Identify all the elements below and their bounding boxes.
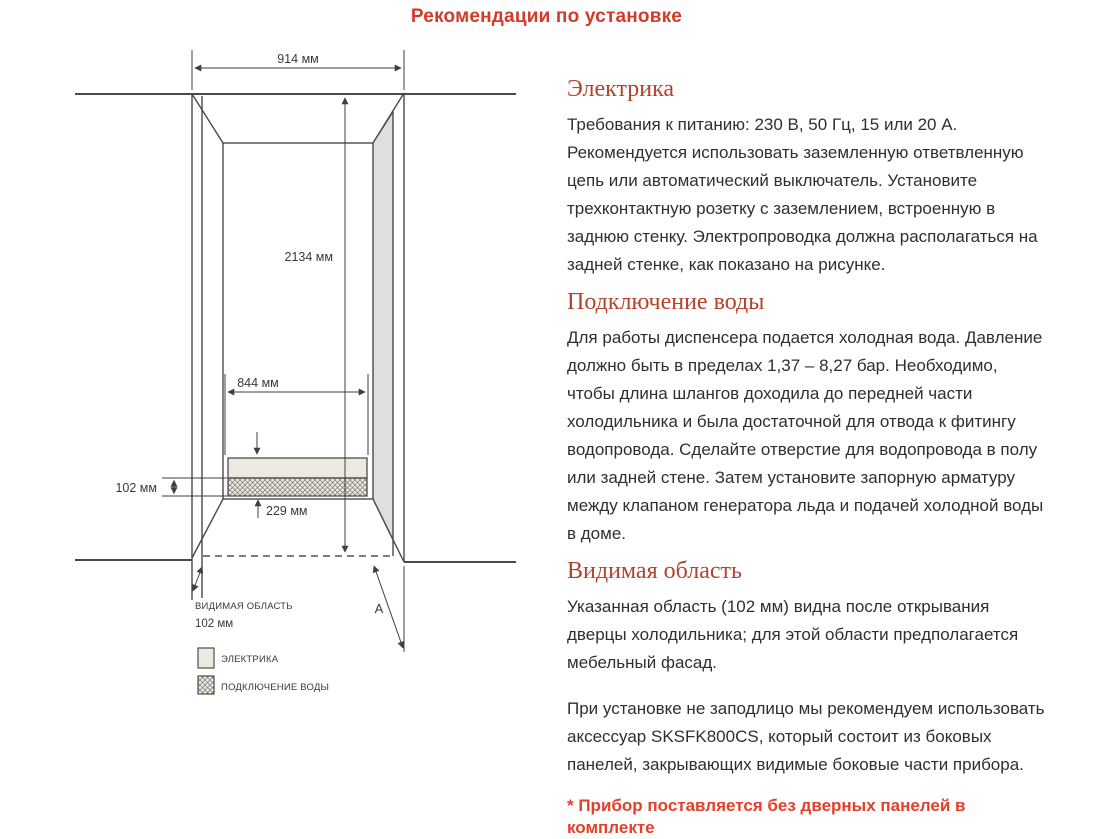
electrical-zone — [228, 458, 367, 478]
section-visible-area-body: Указанная область (102 мм) видна после открывания дверцы холодильника; для этой области предполагается мебельный фасад. — [567, 597, 1019, 672]
dim-height-label: 2134 мм — [284, 250, 333, 264]
section-water-heading: Подключение воды — [567, 289, 765, 315]
dim-bottom-offset-label: 229 мм — [266, 504, 308, 518]
section-water-body: Для работы диспенсера подается холодная вода. Давление должно быть в пределах 1,37 – 8,27 бар. Необходимо, чтобы длина шлангов доходила до передней части холодильника и была достаточной для отвода к фитингу водопровода. Сделайте отверстие для водопровода в полу или задней стене. Затем установите запорную арматуру между клапаном генератора льда и подачей холодной воды в доме. — [567, 328, 1044, 543]
section-water — [567, 287, 1049, 548]
legend-water-label: ПОДКЛЮЧЕНИЕ ВОДЫ — [221, 682, 330, 693]
niche-drawing — [0, 0, 545, 788]
legend-electrical-label: ЭЛЕКТРИКА — [221, 654, 279, 665]
installation-diagram — [0, 0, 545, 788]
legend-water-swatch — [198, 676, 214, 694]
dim-visible-depth-label: 102 мм — [115, 481, 157, 495]
water-connection-zone — [228, 478, 367, 496]
section-visible-area-body2: При установке не заподлицо мы рекомендуем использовать аксессуар SKSFK800CS, который состоит из боковых панелей, закрывающих видимые боковые части прибора. — [567, 699, 1045, 774]
legend-electrical-swatch — [198, 648, 214, 668]
section-electrical — [567, 74, 1049, 279]
niche-structure — [192, 93, 404, 600]
side-panel-visible-strip — [373, 112, 393, 540]
footnote: * Прибор поставляется без дверных панелей в комплекте — [567, 796, 966, 837]
section-electrical-body: Требования к питанию: 230 В, 50 Гц, 15 или 20 А. Рекомендуется использовать заземленную ответвленную цепь или автоматический выключатель. Установите трехконтактную розетку с заземлением, встроенную в заднюю стенку. Электропроводка должна располагаться на задней стенке, как показано на рисунке. — [567, 115, 1038, 274]
page-title: Рекомендации по установке — [410, 6, 683, 27]
dim-inner-width-label: 844 мм — [237, 376, 279, 390]
diagram-legend — [198, 648, 329, 694]
dim-opening-width-label: 914 мм — [277, 52, 319, 66]
section-visible-area — [567, 556, 1049, 779]
visible-area-caption: ВИДИМАЯ ОБЛАСТЬ — [195, 601, 293, 612]
dimension-lines — [162, 50, 404, 652]
content-column — [567, 74, 1049, 839]
section-electrical-heading: Электрика — [567, 76, 675, 102]
visible-area-value: 102 мм — [195, 618, 234, 630]
section-visible-area-heading: Видимая область — [567, 558, 742, 584]
side-panel-a-label: A — [374, 601, 384, 616]
